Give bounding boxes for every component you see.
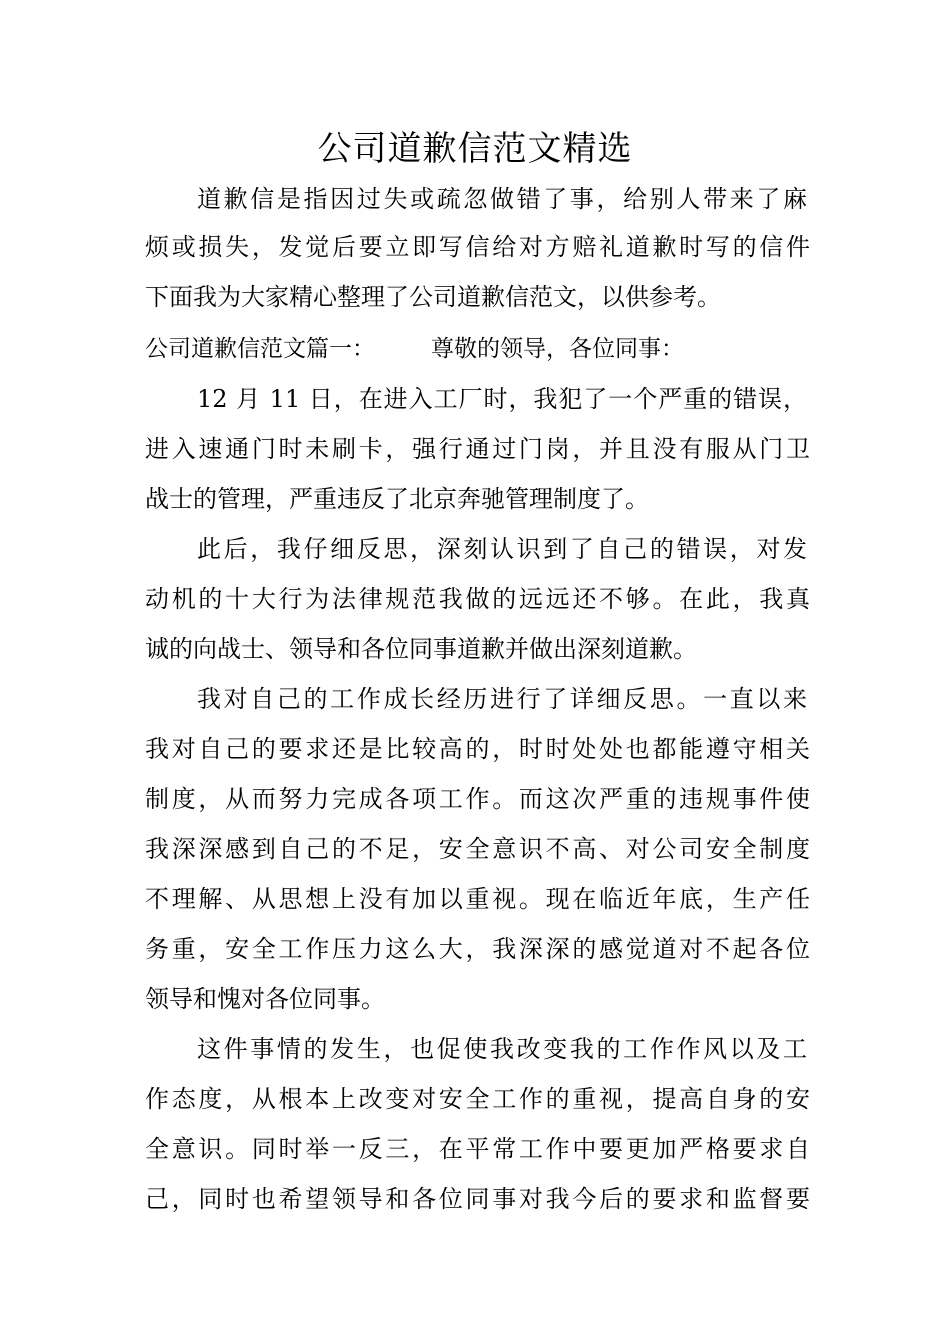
intro-line-1: 道歉信是指因过失或疏忽做错了事，给别人带来了麻 — [197, 185, 807, 213]
section-heading: 公司道歉信范文篇一： — [145, 336, 375, 362]
salutation: 尊敬的领导，各位同事： — [431, 336, 684, 362]
para3-line-4: 我深深感到自己的不足，安全意识不高、对公司安全制度 — [145, 835, 810, 863]
para2-line-2: 动机的十大行为法律规范我做的远远还不够。在此，我真 — [145, 585, 810, 613]
para4-line-2: 作态度，从根本上改变对安全工作的重视，提高自身的安 — [145, 1085, 810, 1113]
para3-line-1: 我对自己的工作成长经历进行了详细反思。一直以来 — [197, 685, 807, 713]
intro-line-2: 烦或损失，发觉后要立即写信给对方赔礼道歉时写的信件 — [145, 233, 810, 261]
para3-line-7: 领导和愧对各位同事。 — [145, 985, 385, 1013]
para2-line-1: 此后，我仔细反思，深刻认识到了自己的错误，对发 — [197, 535, 807, 563]
para3-line-6: 务重，安全工作压力这么大，我深深的感觉道对不起各位 — [145, 935, 810, 963]
para1-line-2: 进入速通门时未刷卡，强行通过门岗，并且没有服从门卫 — [145, 435, 810, 463]
para4-line-1: 这件事情的发生，也促使我改变我的工作作风以及工 — [197, 1035, 807, 1063]
intro-line-3: 下面我为大家精心整理了公司道歉信范文，以供参考。 — [145, 283, 721, 311]
para4-line-4: 己，同时也希望领导和各位同事对我今后的要求和监督要 — [145, 1185, 810, 1213]
para4-line-3: 全意识。同时举一反三，在平常工作中要更加严格要求自 — [145, 1135, 810, 1163]
heading-salutation-line — [145, 324, 810, 374]
para3-line-3: 制度，从而努力完成各项工作。而这次严重的违规事件使 — [145, 785, 810, 813]
para1-line-3: 战士的管理，严重违反了北京奔驰管理制度了。 — [145, 485, 649, 513]
para3-line-2: 我对自己的要求还是比较高的，时时处处也都能遵守相关 — [145, 735, 810, 763]
para1-line-1: 12 月 11 日，在进入工厂时，我犯了一个严重的错误， — [197, 385, 807, 413]
document-title: 公司道歉信范文精选 — [317, 129, 633, 169]
para2-line-3: 诚的向战士、领导和各位同事道歉并做出深刻道歉。 — [145, 635, 697, 663]
para3-line-5: 不理解、从思想上没有加以重视。现在临近年底，生产任 — [145, 885, 810, 913]
